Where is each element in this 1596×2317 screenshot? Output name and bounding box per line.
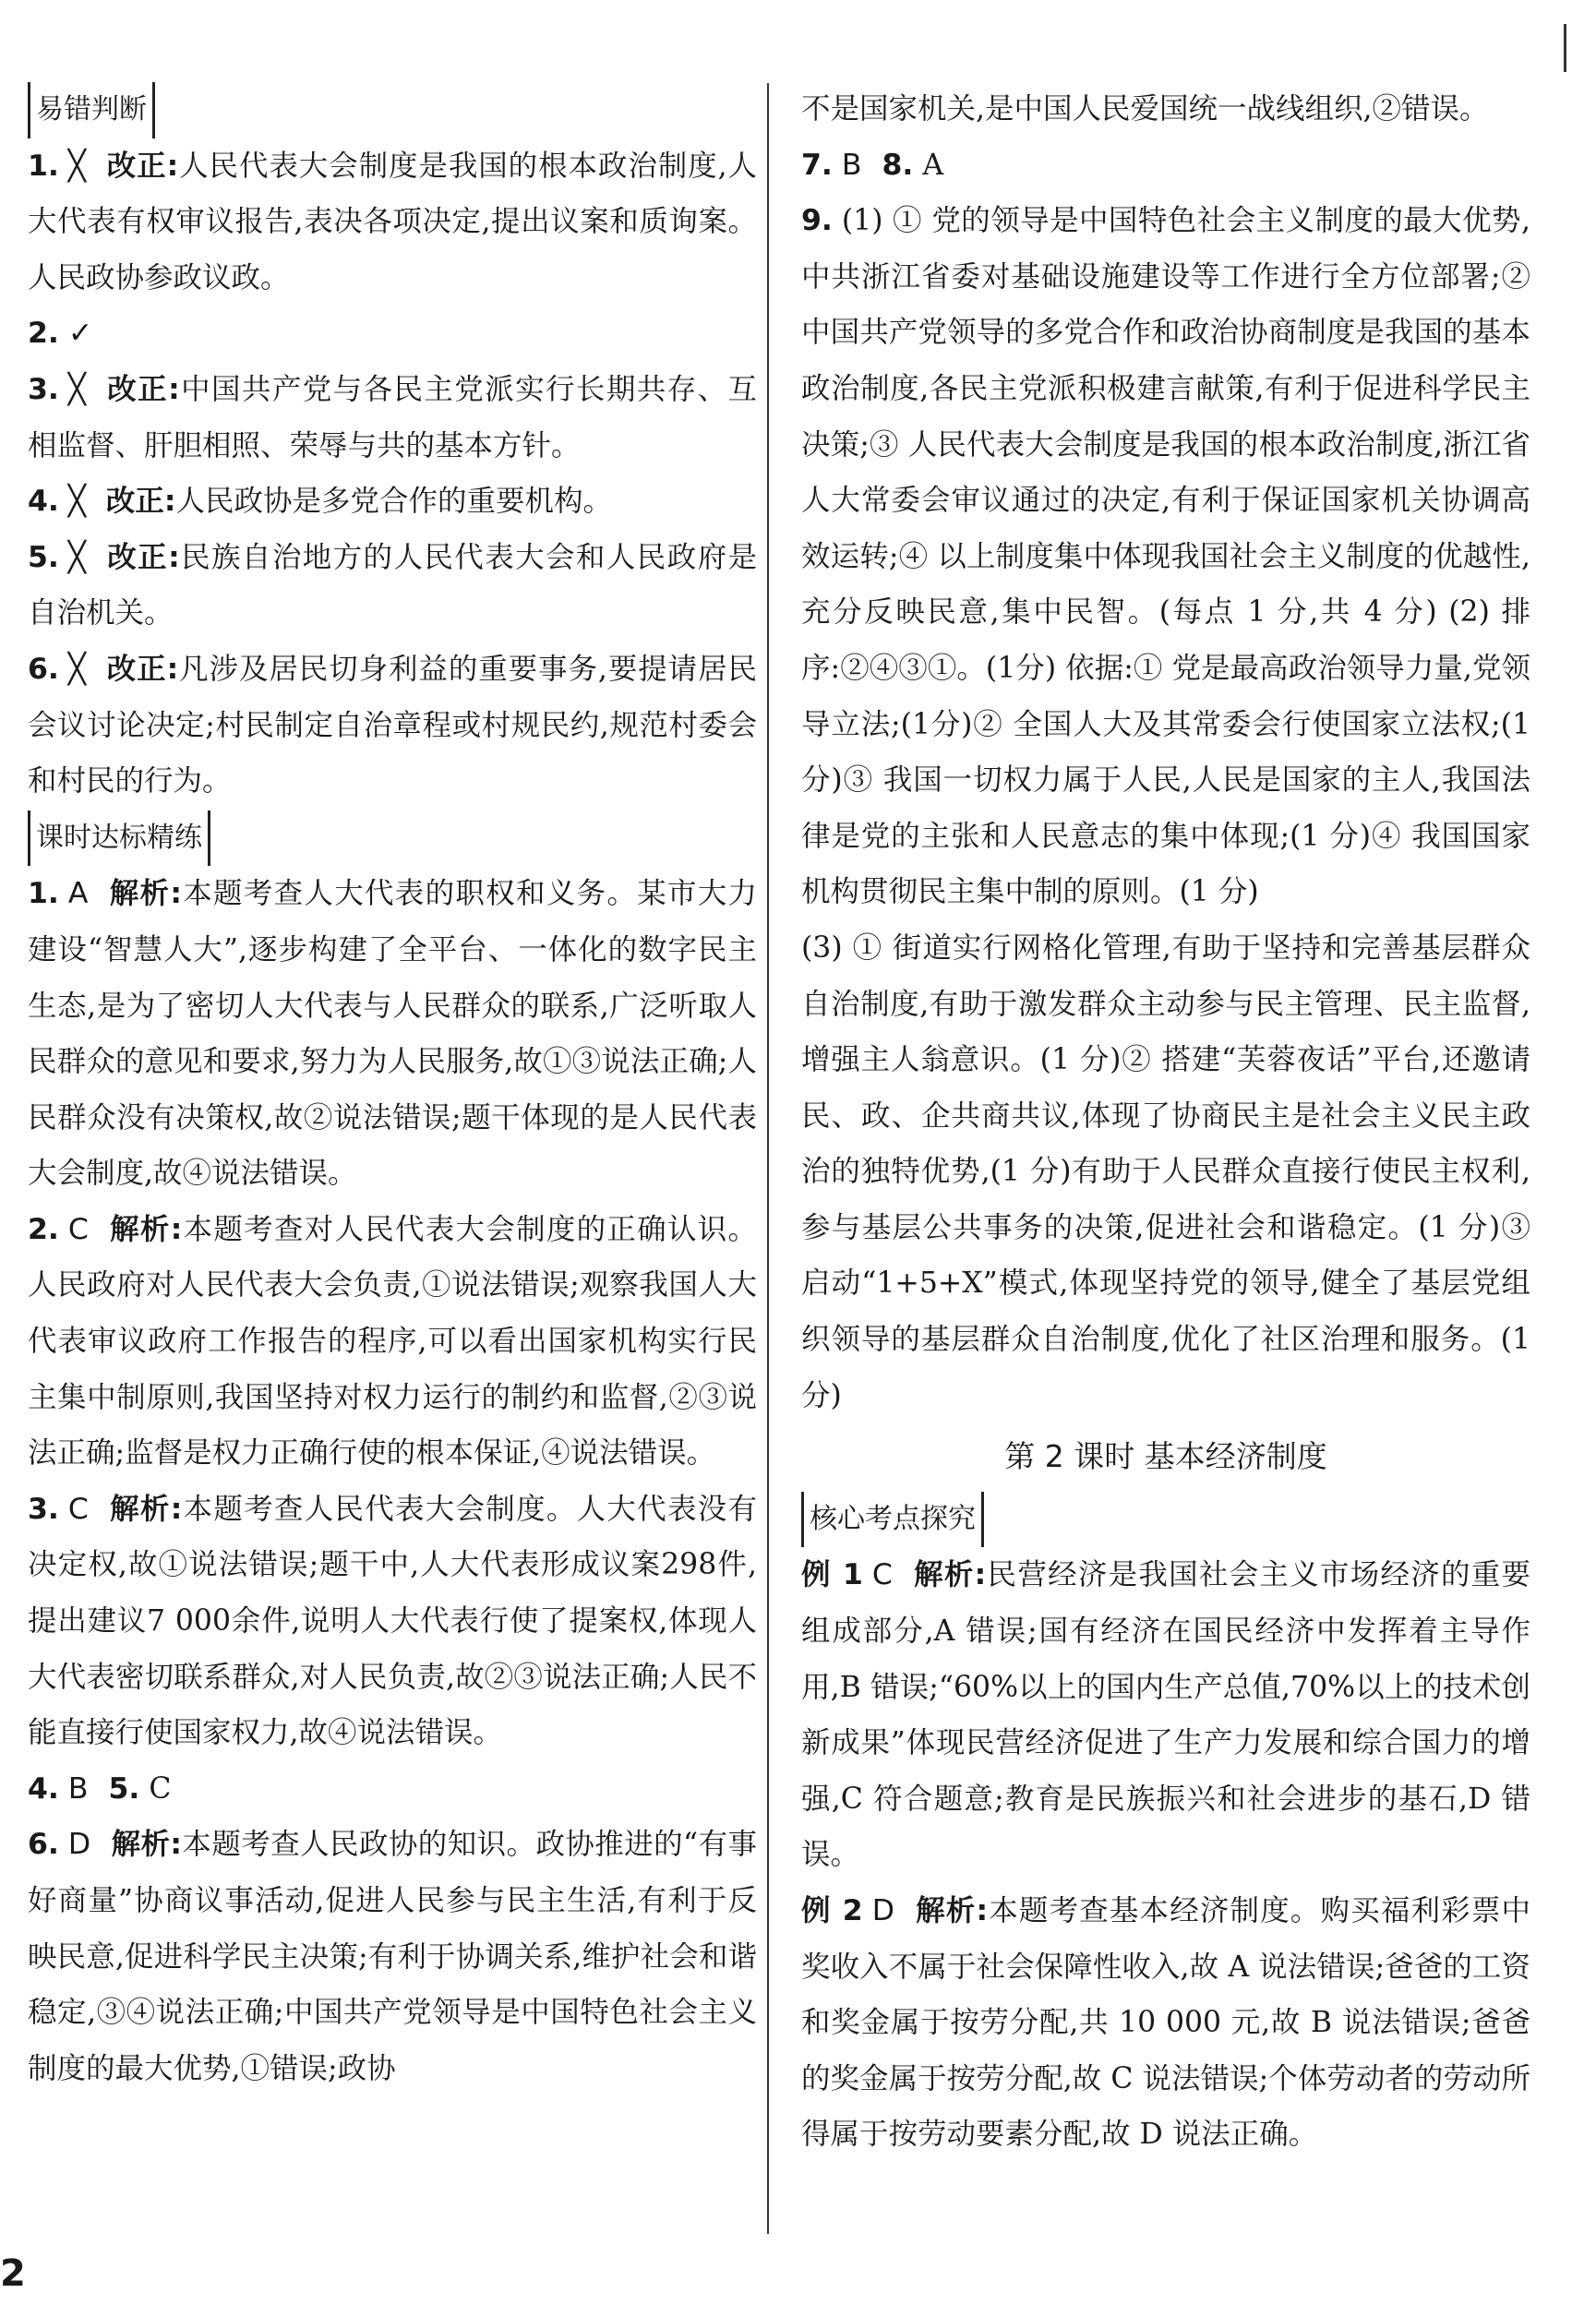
question-1: 1. A 解析:本题考查人大代表的职权和义务。某市大力建设“智慧人大”,逐步构建了全平台、一体化的数字民主生态,是为了密切人大代表与人民群众的联系,广泛听取人民群众的意见和要求,努力为人民服务,故①③说法正确;人民群众没有决策权,故②说法错误;题干体现的是人民代表大会制度,故④说法错误。 [28, 877, 757, 1191]
section-tag-practice: 课时达标精练 [28, 810, 757, 867]
error-item-6: 6. ╳ 改正:凡涉及居民切身利益的重要事务,要提请居民会议讨论决定;村民制定自治章程或村规民约,规范村委会和村民的行为。 [28, 652, 757, 798]
wrong-mark-icon: ╳ [67, 652, 86, 686]
error-item-4: 4. ╳ 改正:人民政协是多党合作的重要机构。 [28, 485, 612, 519]
lesson-title: 第 2 课时 基本经济制度 [1004, 1438, 1327, 1475]
question-9-part-3: (3) ① 街道实行网格化管理,有助于坚持和完善基层群众自治制度,有助于激发群众主动参与民主管理、民主监督,增强主人翁意识。(1 分)② 搭建“芙蓉夜话”平台,还邀请民、政、企共商共议,体现了协商民主是社会主义民主政治的独特优势,(1 分)有助于人民群众直接行使民主权利,参与基层公共事务的决策,促进社会和谐稳定。(1 分)③ 启动“1+5+X”模式,体现坚持党的领导,健全了基层党组织领导的基层群众自治制度,优化了社区治理和服务。(1 分) [801, 930, 1530, 1412]
error-item-5: 5. ╳ 改正:民族自治地方的人民代表大会和人民政府是自治机关。 [28, 540, 757, 630]
page-number: 2 [0, 2252, 26, 2295]
section-tag-core: 核心考点探究 [801, 1491, 1530, 1548]
question-3: 3. C 解析:本题考查人民代表大会制度。人大代表没有决定权,故①说法错误;题干中,人大代表形成议案298件,提出建议7 000余件,说明人大代表行使了提案权,体现人大代表密切联系群众,对人民负责,故②③说法正确;人民不能直接行使国家权力,故④说法错误。 [28, 1492, 757, 1750]
top-edge-mark [1564, 24, 1566, 72]
question-2: 2. C 解析:本题考查对人民代表大会制度的正确认识。人民政府对人民代表大会负责,①说法错误;观察我国人大代表审议政府工作报告的程序,可以看出国家机构实行民主集中制原则,我国坚持对权力运行的制约和监督,②③说法正确;监督是权力正确行使的根本保证,④说法错误。 [28, 1212, 757, 1471]
wrong-mark-icon: ╳ [67, 540, 86, 574]
question-9: 9. (1) ① 党的领导是中国特色社会主义制度的最大优势,中共浙江省委对基础设施建设等工作进行全方位部署;② 中国共产党领导的多党合作和政治协商制度是我国的基本政治制度,各民主党派积极建言献策,有利于促进科学民主决策;③ 人民代表大会制度是我国的根本政治制度,浙江省人大常委会审议通过的决定,有利于保证国家机关协调高效运转;④ 以上制度集中体现我国社会主义制度的优越性,充分反映民意,集中民智。(每点 1 分,共 4 分) (2) 排序:②④③①。(1分) 依据:① 党是最高政治领导力量,党领导立法;(1分)② 全国人大及其常委会行使国家立法权;(1分)③ 我国一切权力属于人民,人民是国家的主人,我国法律是党的主张和人民意志的集中体现;(1 分)④ 我国国家机构贯彻民主集中制的原则。(1 分) [801, 204, 1530, 909]
column-divider [767, 83, 769, 2234]
example-2: 例 2 D 解析:本题考查基本经济制度。购买福利彩票中奖收入不属于社会保障性收入,故 A 说法错误;爸爸的工资和奖金属于按劳分配,共 10 000 元,故 B 说法错误;爸爸的奖金属于按劳分配,故 C 说法错误;个体劳动者的劳动所得属于按劳动要素分配,故 D 说法正确。 [801, 1894, 1530, 2152]
section-tag-errors: 易错判断 [28, 81, 757, 138]
check-mark-icon: ✓ [67, 317, 93, 351]
question-7-8: 7. B 8. A [801, 148, 944, 182]
example-1: 例 1 C 解析:民营经济是我国社会主义市场经济的重要组成部分,A 错误;国有经济在国民经济中发挥着主导作用,B 错误;“60%以上的国内生产总值,70%以上的技术创新成果”体现民营经济促进了生产力发展和综合国力的增强,C 符合题意;教育是民族振兴和社会进步的基石,D 错误。 [801, 1558, 1530, 1872]
error-item-2: 2. ✓ [28, 317, 93, 351]
wrong-mark-icon: ╳ [67, 485, 86, 519]
right-column [801, 81, 1530, 2163]
question-6-continued: 不是国家机关,是中国人民爱国统一战线组织,②错误。 [801, 92, 1489, 126]
question-4-5: 4. B 5. C [28, 1771, 172, 1806]
error-item-1: 1. ╳ 改正:人民代表大会制度是我国的根本政治制度,人大代表有权审议报告,表决各项决定,提出议案和质询案。人民政协参政议政。 [28, 149, 757, 294]
error-item-3: 3. ╳ 改正:中国共产党与各民主党派实行长期共存、互相监督、肝胆相照、荣辱与共的基本方针。 [28, 372, 757, 462]
question-6: 6. D 解析:本题考查人民政协的知识。政协推进的“有事好商量”协商议事活动,促进人民参与民主生活,有利于反映民意,促进科学民主决策;有利于协调关系,维护社会和谐稳定,③④说法正确;中国共产党领导是中国特色社会主义制度的最大优势,①错误;政协 [28, 1828, 757, 2085]
wrong-mark-icon: ╳ [67, 149, 86, 183]
wrong-mark-icon: ╳ [67, 372, 86, 406]
left-column [28, 81, 757, 2096]
